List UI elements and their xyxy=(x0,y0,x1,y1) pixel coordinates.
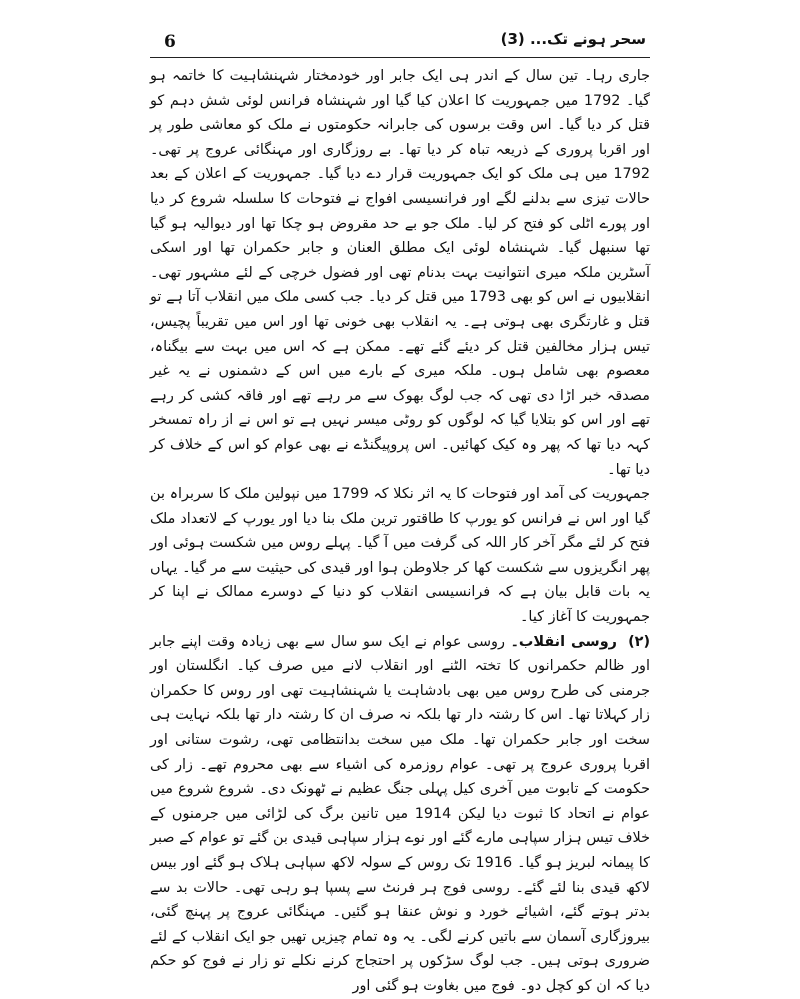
paragraph-napoleon: جمہوریت کی آمد اور فتوحات کا یہ اثر نکلا کہ 1799 میں نپولین ملک کا سربراہ بن گیا اور اس نے فرانس کو یورپ کا طاقتور ترین ملک بنا دیا اور یورپ کے لاتعداد ملک فتح کر لئے مگر آخر کار اللہ کی گرفت میں آ گیا۔ پہلے روس میں شکست ہوئی اور پھر انگریزوں سے شکست کھا کر جلاوطن ہوا اور قیدی کی حیثیت سے مر گیا۔ یہاں یہ بات قابل بیان ہے کہ فرانسیسی انقلاب کو دنیا کے دوسرے ممالک نے اپنا کر جمہوریت کا آغاز کیا۔ xyxy=(150,486,650,626)
section-text: روسی عوام نے ایک سو سال سے بھی زیادہ وقت اپنے جابر اور ظالم حکمرانوں کا تختہ الٹنے اور انقلاب لانے میں صرف کیا۔ انگلستان اور جرمنی کی طرح روس میں بھی بادشاہت یا شہنشاہیت تھی اور روس کا حکمران زار کہلاتا تھا۔ اس کا رشتہ دار تھا بلکہ نہ صرف ان کا رشتہ دار تھا بلکہ نہایت ہی سخت اور جابر حکمران تھا۔ ملک میں سخت بدانتظامی تھی، رشوت ستانی اور اقربا پروری عروج پر تھی۔ عوام روزمرہ کی اشیاء سے بھی محروم تھے۔ زار کی حکومت کے تابوت میں آخری کیل پہلی جنگ عظیم نے ٹھونک دی۔ شروع شروع میں عوام نے اتحاد کا ثبوت دیا لیکن 1914 میں تانین برگ کی لڑائی میں جرمنوں کے خلاف تیس ہزار سپاہی مارے گئے اور نوے ہزار سپاہی قیدی بن گئے تو عوام کے صبر کا پیمانہ لبریز ہو گیا۔ 1916 تک روس کے سولہ لاکھ سپاہی ہلاک ہو گئے اور بیس لاکھ قیدی بنا لئے گئے۔ روسی فوج ہر فرنٹ سے پسپا ہو رہی تھی۔ حالات بد سے بدتر ہوتے گئے، اشیائے خورد و نوش عنقا ہو گئیں۔ مہنگائی عروج پر پہنچ گئی، بیروزگاری آسمان سے باتیں کرنے لگی۔ یہ وہ تمام چیزیں تھیں جو ایک انقلاب کے لئے ضروری ہوتی ہیں۔ جب لوگ سڑکوں پر احتجاج کرنے نکلے تو زار نے فوج کو حکم دیا کہ ان کو کچل دو۔ فوج میں بغاوت ہو گئی اور xyxy=(150,633,650,994)
section-number: (۲) xyxy=(628,633,651,650)
page-number: 6 xyxy=(164,32,176,52)
section-title: روسی انقلاب۔ xyxy=(510,633,617,650)
paragraph-russian-revolution xyxy=(150,630,650,999)
page-header xyxy=(150,26,650,60)
page-body xyxy=(150,64,651,994)
running-title: سحر ہونے تک... (3) xyxy=(500,30,646,48)
paragraph-french-revolution: جاری رہا۔ تین سال کے اندر ہی ایک جابر اور خودمختار شہنشاہیت کا خاتمہ ہو گیا۔ 1792 میں جمہوریت کا اعلان کیا گیا اور شہنشاہ فرانس لوئی شش دہم کو قتل کر دیا گیا۔ اس وقت برسوں کی جابرانہ حکومتوں نے ملک کو معاشی طور پر اور اقربا پروری کے ذریعہ تباہ کر دیا تھا۔ بے روزگاری اور مہنگائی عروج پر تھی۔ 1792 میں ہی ملک کو ایک جمہوریت قرار دے دیا گیا۔ جمہوریت کے اعلان کے بعد حالات تیزی سے بدلنے لگے اور فرانسیسی افواج نے فتوحات کا سلسلہ شروع کر دیا اور پورے اٹلی کو فتح کر لیا۔ ملک جو بے حد مقروض ہو چکا تھا اور دیوالیہ ہو گیا تھا سنبھل گیا۔ شہنشاہ لوئی ایک مطلق العنان و جابر حکمران تھا اور اسکی آسٹرین ملکہ میری انتوانیت بہت بدنام تھی اور فضول خرچی کے لئے مشہور تھی۔ انقلابیوں نے اس کو بھی 1793 میں قتل کر دیا۔ جب کسی ملک میں انقلاب آتا ہے تو قتل و غارتگری بھی ہوتی ہے۔ یہ انقلاب بھی خونی تھا اور اس میں تقریباً پچیس، تیس ہزار مخالفین قتل کر دیئے گئے تھے۔ ممکن ہے کہ اس میں بہت سے بیگناہ، معصوم بھی شامل ہوں۔ ملکہ میری کے بارے میں اس کے دشمنوں نے یہ غیر مصدقہ خبر اڑا دی تھی کہ جب لوگ بھوک سے مر رہے تھے اور فاقہ کشی کر رہے تھے اور اس کو بتلایا گیا کہ لوگوں کو روٹی میسر نہیں ہے تو اس نے از راہ تمسخر کہہ دیا تھا کہ پھر وہ کیک کھائیں۔ اس پروپیگنڈے نے بھی عوام کو اس کے خلاف کر دیا تھا۔ xyxy=(150,68,651,478)
header-rule xyxy=(150,57,650,58)
